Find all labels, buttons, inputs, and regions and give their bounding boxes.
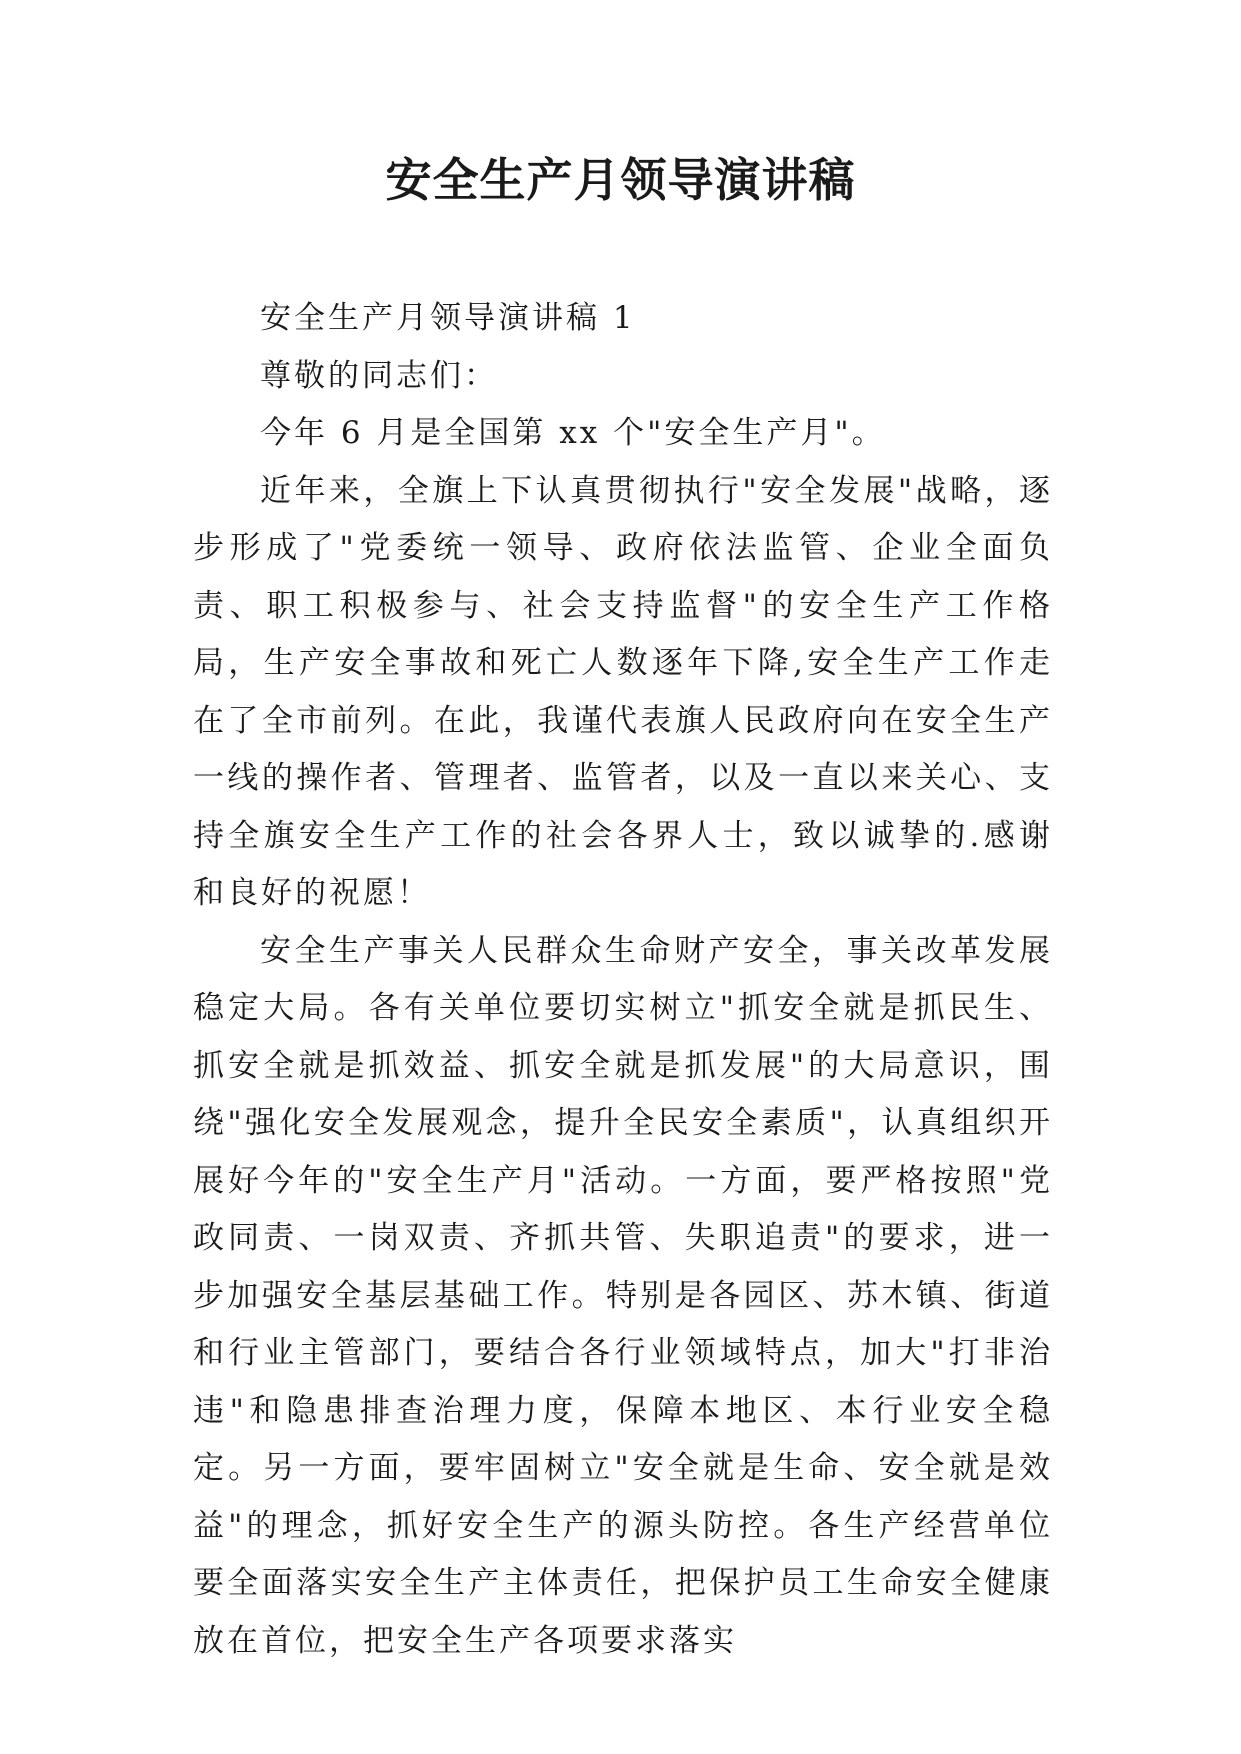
speech-heading: 安全生产月领导演讲稿 1 [260,300,636,336]
paragraph: 今年 6 月是全国第 xx 个"安全生产月"。 [260,415,886,451]
salutation: 尊敬的同志们： [260,357,498,394]
document-title: 安全生产月领导演讲稿 [385,153,856,207]
document-body [193,290,1053,1670]
paragraph: 安全生产事关人民群众生命财产安全，事关改革发展稳定大局。各有关单位要切实树立"抓安全就是抓民生、抓安全就是抓效益、抓安全就是抓发展"的大局意识，围绕"强化安全发展观念，提升全民安全素质"，认真组织开展好今年的"安全生产月"活动。一方面，要严格按照"党政同责、一岗双责、齐抓共管、失职追责"的要求，进一步加强安全基层基础工作。特别是各园区、苏木镇、街道和行业主管部门，要结合各行业领域特点，加大"打非治违"和隐患排查治理力度，保障本地区、本行业安全稳定。另一方面，要牢固树立"安全就是生命、安全就是效益"的理念，抓好安全生产的源头防控。各生产经营单位要全面落实安全生产主体责任，把保护员工生命安全健康放在首位，把安全生产各项要求落实 [193,932,1053,1659]
paragraph: 近年来，全旗上下认真贯彻执行"安全发展"战略，逐步形成了"党委统一领导、政府依法监管、企业全面负责、职工积极参与、社会支持监督"的安全生产工作格局，生产安全事故和死亡人数逐年下降,安全生产工作走在了全市前列。在此，我谨代表旗人民政府向在安全生产一线的操作者、管理者、监管者，以及一直以来关心、支持全旗安全生产工作的社会各界人士，致以诚挚的.感谢和良好的祝愿！ [193,472,1053,911]
